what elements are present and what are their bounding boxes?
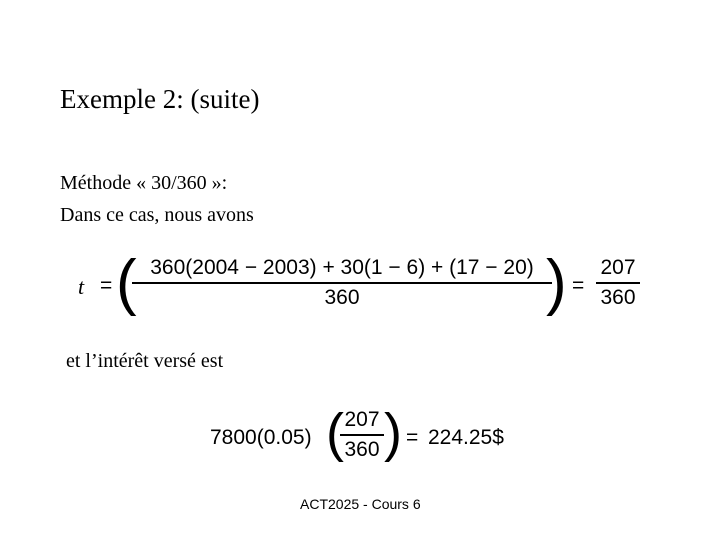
eq2-result: 224.25$ [428,426,504,449]
eq1-variable: t [78,274,85,299]
case-line: Dans ce cas, nous avons [60,204,254,226]
slide-title: Exemple 2: (suite) [60,84,260,114]
eq2-denominator: 360 [344,438,380,461]
eq1-right-paren: ) [546,248,567,317]
equation-interest [210,402,530,472]
eq1-equals: = [100,274,113,297]
eq2-equals: = [406,426,419,449]
eq2-fraction [340,408,384,462]
eq1-result-numerator: 207 [600,256,636,279]
eq2-right-paren: ) [384,403,402,463]
eq1-denominator: 360 [324,286,360,309]
method-line: Méthode « 30/360 »: [60,172,228,194]
eq1-result-fraction [596,256,640,310]
eq1-equals-2: = [572,274,585,297]
eq1-result-bar [596,282,640,284]
eq1-fraction-bar [132,282,552,284]
eq2-fraction-bar [340,434,384,436]
equation-t [74,250,654,330]
eq1-result-denominator: 360 [600,286,636,309]
eq2-left-paren: ( [326,403,344,463]
footer: ACT2025 - Cours 6 [300,496,421,512]
eq1-left-paren: ( [116,248,137,317]
eq2-prefix: 7800(0.05) [210,426,312,449]
eq1-numerator: 360(2004 − 2003) + 30(1 − 6) + (17 − 20) [150,256,534,279]
eq2-numerator: 207 [344,408,380,431]
interest-line: et l’intérêt versé est [66,350,224,372]
eq1-fraction [132,256,552,310]
